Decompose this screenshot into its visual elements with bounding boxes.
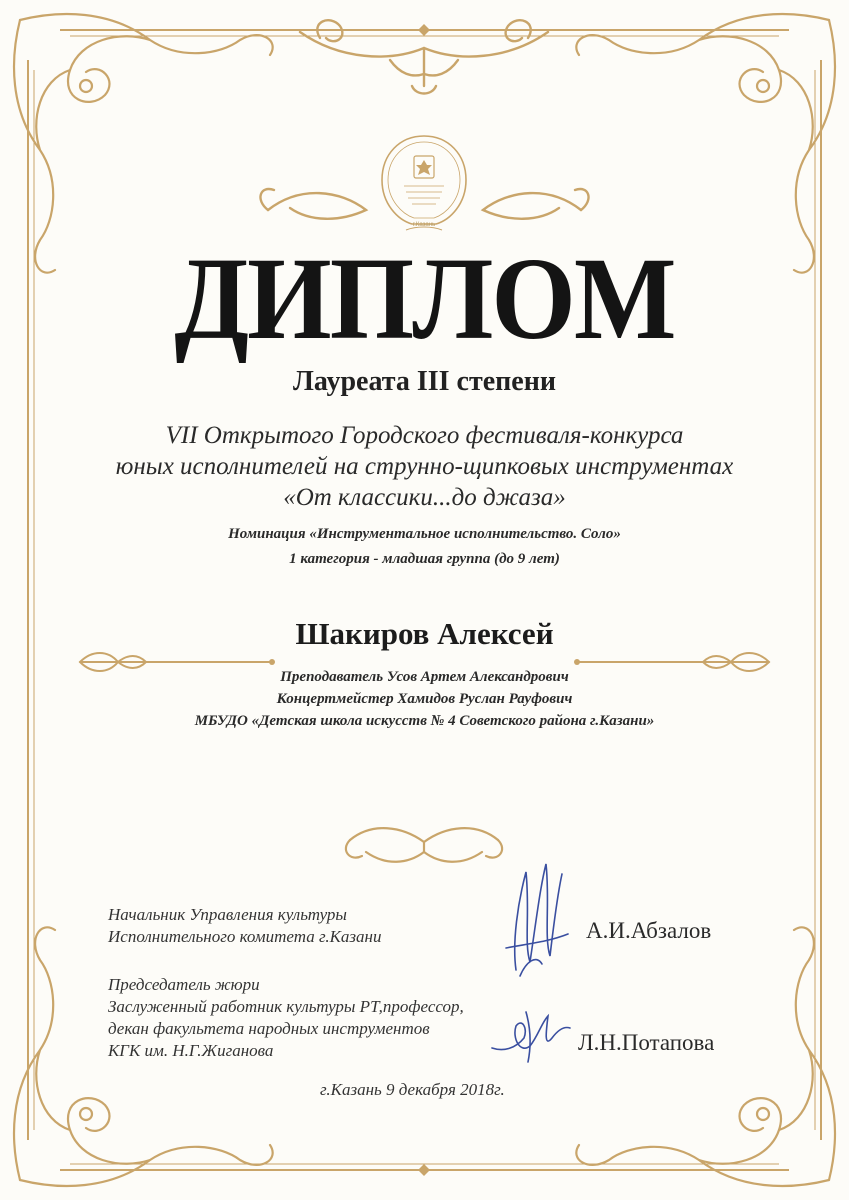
school-line: МБУДО «Детская школа искусств № 4 Советского района г.Казани» — [194, 713, 655, 729]
signatory-1-title-line-1: Начальник Управления культуры — [108, 905, 347, 924]
festival-description — [0, 420, 849, 513]
signatory-1-name: А.И.Абзалов — [586, 918, 712, 943]
festival-line-3: «От классики...до джаза» — [283, 484, 566, 511]
place-and-date: г.Казань 9 декабря 2018г. — [320, 1080, 505, 1099]
signatory-2-title-line-3: декан факультета народных инструментов — [108, 1019, 430, 1038]
teacher-line: Преподаватель Усов Артем Александрович — [280, 669, 569, 685]
signatory-1-title-line-2: Исполнительного комитета г.Казани — [108, 927, 382, 946]
festival-line-1: VII Открытого Городского фестиваля-конкурса — [165, 422, 684, 449]
nomination-block — [0, 522, 849, 572]
emblem-caption: г.Казань — [412, 222, 436, 228]
signature-1-image — [496, 852, 576, 982]
laureate-degree: Лауреата III степени — [293, 366, 556, 397]
signature-2-image — [486, 1008, 576, 1068]
laureate-name: Шакиров Алексей — [295, 616, 554, 651]
signatory-2-title-line-4: КГК им. Н.Г.Жиганова — [108, 1041, 274, 1060]
signatory-2-title-line-1: Председатель жюри — [108, 975, 260, 994]
diploma-title: ДИПЛОМ — [174, 233, 675, 364]
festival-line-2: юных исполнителей на струнно-щипковых инструментах — [115, 453, 734, 480]
signatory-2-name: Л.Н.Потапова — [578, 1030, 715, 1055]
laureate-info — [0, 666, 849, 732]
signatory-2-title-line-2: Заслуженный работник культуры РТ,профессор, — [108, 997, 464, 1016]
category-line: 1 категория - младшая группа (до 9 лет) — [289, 551, 560, 567]
nomination-line: Номинация «Инструментальное исполнительство. Соло» — [228, 526, 621, 542]
signatory-1-title — [108, 904, 381, 948]
accompanist-line: Концертмейстер Хамидов Руслан Рауфович — [276, 691, 573, 707]
signatory-2-title — [108, 974, 464, 1062]
